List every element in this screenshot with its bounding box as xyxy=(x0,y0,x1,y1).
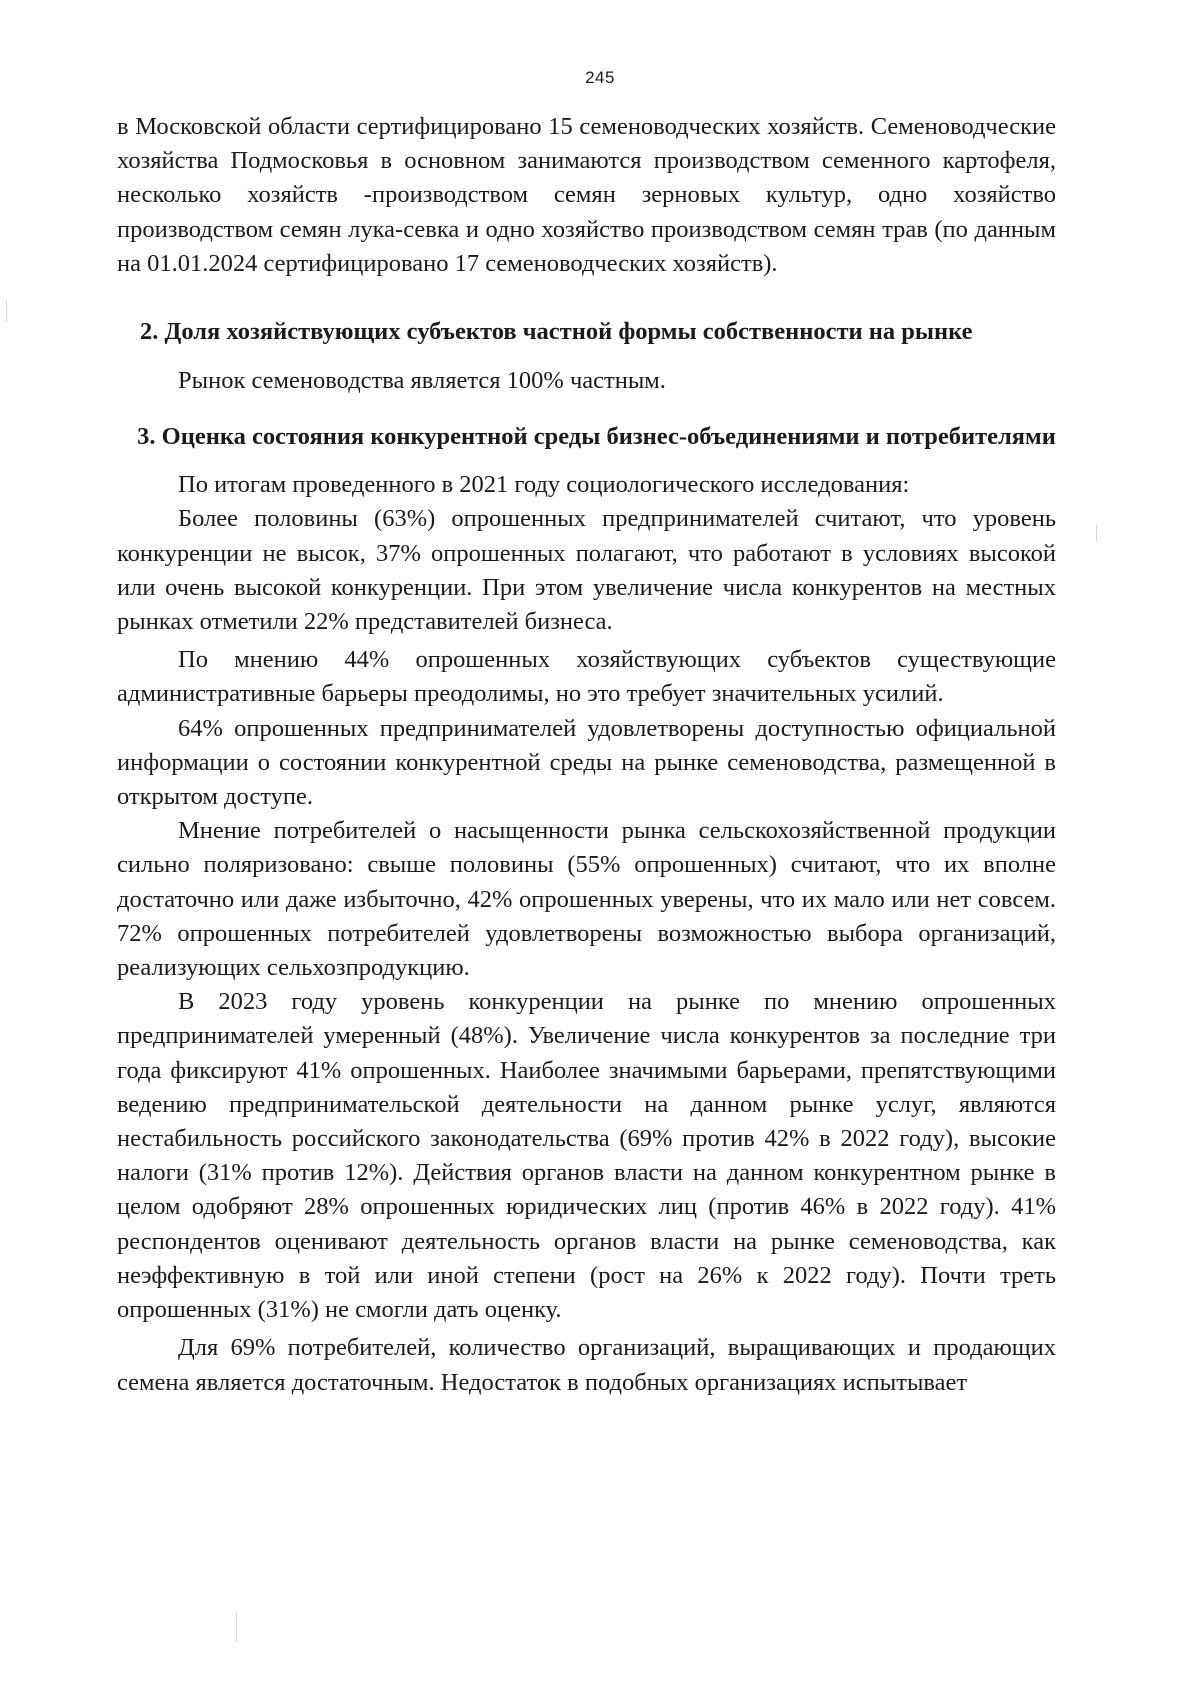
scan-artifact-line xyxy=(236,1612,237,1642)
page-number: 245 xyxy=(585,68,615,87)
intro-paragraph: в Московской области сертифицировано 15 семеноводческих хозяйств. Семеноводческие хозяйства Подмосковья в основном занимаются производством семенного картофеля, несколько хозяйств -производством семян зерновых культур, одно хозяйство производством семян лука-севка и одно хозяйство производством семян трав (по данным на 01.01.2024 сертифицировано 17 семеноводческих хозяйств). xyxy=(117,113,1056,277)
section-3-paragraph-5: Мнение потребителей о насыщенности рынка сельскохозяйственной продукции сильно поляризовано: свыше половины (55% опрошенных) считают, что их вполне достаточно или даже избыточно, 42% опрошенных уверены, что их мало или нет совсем. 72% опрошенных потребителей удовлетворены возможностью выбора организаций, реализующих сельхозпродукцию. xyxy=(117,817,1056,982)
section-2-paragraph: Рынок семеноводства является 100% частным. xyxy=(178,367,666,395)
section-3-paragraph-3: По мнению 44% опрошенных хозяйствующих субъектов существующие административные барьеры преодолимы, но это требует значительных усилий. xyxy=(117,646,1056,708)
section-3-heading: 3. Оценка состояния конкурентной среды бизнес-объединениями и потребителями xyxy=(137,423,1056,451)
page-content xyxy=(117,110,1056,1400)
section-3-paragraph-1: По итогам проведенного в 2021 году социологического исследования: xyxy=(178,471,910,499)
section-3-paragraph-2: Более половины (63%) опрошенных предпринимателей считают, что уровень конкуренции не высок, 37% опрошенных полагают, что работают в условиях высокой или очень высокой конкуренции. При этом увеличение числа конкурентов на местных рынках отметили 22% представителей бизнеса. xyxy=(117,505,1056,636)
section-3-paragraph-4: 64% опрошенных предпринимателей удовлетворены доступностью официальной информации о состоянии конкурентной среды на рынке семеноводства, размещенной в открытом доступе. xyxy=(117,714,1056,811)
scan-artifact-line xyxy=(1096,525,1097,541)
scan-artifact-line xyxy=(6,300,7,322)
section-3-paragraph-6: В 2023 году уровень конкуренции на рынке по мнению опрошенных предпринимателей умеренный (48%). Увеличение числа конкурентов за последние три года фиксируют 41% опрошенных. Наиболее значимыми барьерами, препятствующими ведению предпринимательской деятельности на данном рынке услуг, являются нестабильность российского законодательства (69% против 42% в 2022 году), высокие налоги (31% против 12%). Действия органов власти на данном конкурентном рынке в целом одобряют 28% опрошенных юридических лиц (против 46% в 2022 году). 41% респондентов оценивают деятельность органов власти на рынке семеноводства, как неэффективную в той или иной степени (рост на 26% к 2022 году). Почти треть опрошенных (31%) не смогли дать оценку. xyxy=(117,988,1056,1324)
section-3-paragraph-7: Для 69% потребителей, количество организаций, выращивающих и продающих семена является достаточным. Недостаток в подобных организациях испытывает xyxy=(117,1334,1056,1396)
section-2-heading: 2. Доля хозяйствующих субъектов частной формы собственности на рынке xyxy=(140,318,973,346)
